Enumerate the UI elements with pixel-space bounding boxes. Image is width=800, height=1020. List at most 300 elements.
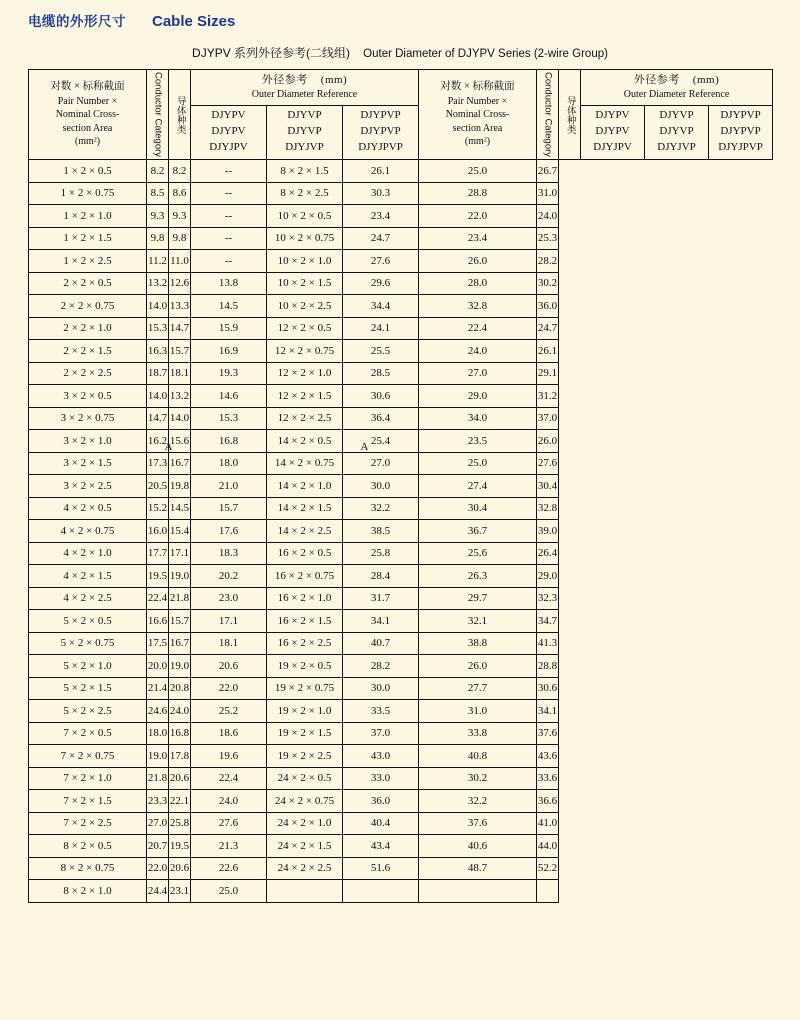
od-right-3: 30.6	[537, 677, 559, 700]
od-right-2: 30.4	[419, 497, 537, 520]
od-right-1: 27.0	[343, 452, 419, 475]
od-left-1: 18.7	[147, 362, 169, 385]
od-left-3: 16.8	[191, 430, 267, 453]
od-right-2: 25.0	[419, 452, 537, 475]
header-category-right-cn-text: 导体种类	[564, 95, 576, 134]
od-left-2: 16.7	[169, 452, 191, 475]
spec-right: 12 × 2 × 1.0	[267, 362, 343, 385]
od-left-1: 21.4	[147, 677, 169, 700]
spec-right: 16 × 2 × 1.5	[267, 610, 343, 633]
table-row	[29, 610, 773, 633]
od-right-3: 33.6	[537, 767, 559, 790]
od-left-2: 14.7	[169, 317, 191, 340]
table-row	[29, 272, 773, 295]
od-right-2: 24.0	[419, 340, 537, 363]
od-left-1: 11.2	[147, 250, 169, 273]
od-right-3: 30.2	[537, 272, 559, 295]
od-left-3: 13.8	[191, 272, 267, 295]
od-right-2: 30.2	[419, 767, 537, 790]
header-type-left-2: DJYVP DJYVP DJYJVP	[267, 105, 343, 160]
spec-left: 7 × 2 × 1.5	[29, 790, 147, 813]
od-left-3: --	[191, 227, 267, 250]
od-left-3: 19.6	[191, 745, 267, 768]
header-category-left-cn	[169, 70, 191, 160]
spec-left: 7 × 2 × 2.5	[29, 812, 147, 835]
spec-left: 8 × 2 × 0.5	[29, 835, 147, 858]
od-left-3: --	[191, 160, 267, 183]
od-left-3: 14.5	[191, 295, 267, 318]
spec-right: 16 × 2 × 0.5	[267, 542, 343, 565]
od-left-3: 17.6	[191, 520, 267, 543]
od-left-3: 25.0	[191, 880, 267, 903]
spec-left: 5 × 2 × 1.5	[29, 677, 147, 700]
header-od-left	[191, 70, 419, 106]
od-right-3: 29.0	[537, 565, 559, 588]
spec-right: 8 × 2 × 1.5	[267, 160, 343, 183]
od-right-2: 34.0	[419, 407, 537, 430]
od-right-1: 30.3	[343, 182, 419, 205]
header-type-left-1: DJYPV DJYPV DJYJPV	[191, 105, 267, 160]
table-body	[29, 160, 773, 903]
od-left-3: 20.6	[191, 655, 267, 678]
spec-right: 12 × 2 × 0.75	[267, 340, 343, 363]
od-right-1: 34.4	[343, 295, 419, 318]
od-left-1: 27.0	[147, 812, 169, 835]
table-row	[29, 250, 773, 273]
od-left-2: 15.7	[169, 340, 191, 363]
table-row	[29, 745, 773, 768]
header-od-left-en: Outer Diameter Reference	[251, 88, 358, 100]
table-row	[29, 700, 773, 723]
header-spec-left-unit: (mm²)	[74, 136, 101, 148]
header-spec-right-en3: section Area	[452, 122, 503, 134]
od-left-3: 22.6	[191, 857, 267, 880]
od-right-1: 36.4	[343, 407, 419, 430]
table-caption-cn: DJYPV 系列外径参考(二线组)	[192, 46, 351, 60]
spec-right: 12 × 2 × 0.5	[267, 317, 343, 340]
od-right-3: 27.6	[537, 452, 559, 475]
od-left-2: 17.1	[169, 542, 191, 565]
od-left-2: 15.6	[169, 430, 191, 453]
od-right-1: 26.1	[343, 160, 419, 183]
od-right-3: 26.7	[537, 160, 559, 183]
od-left-3: --	[191, 182, 267, 205]
spec-left: 7 × 2 × 1.0	[29, 767, 147, 790]
header-row-1	[29, 70, 773, 106]
od-right-3	[537, 880, 559, 903]
od-left-3: 24.0	[191, 790, 267, 813]
spec-left: 1 × 2 × 1.0	[29, 205, 147, 228]
od-right-2: 37.6	[419, 812, 537, 835]
table-row	[29, 362, 773, 385]
spec-left: 2 × 2 × 1.5	[29, 340, 147, 363]
od-left-2: 19.0	[169, 655, 191, 678]
spec-left: 2 × 2 × 2.5	[29, 362, 147, 385]
od-right-1: 24.1	[343, 317, 419, 340]
spec-right: 8 × 2 × 2.5	[267, 182, 343, 205]
od-left-2: 20.8	[169, 677, 191, 700]
spec-left: 3 × 2 × 1.5	[29, 452, 147, 475]
spec-right: 10 × 2 × 1.0	[267, 250, 343, 273]
header-category-left-cn-text: 导体种类	[174, 95, 186, 134]
od-right-3: 52.2	[537, 857, 559, 880]
od-right-1: 51.6	[343, 857, 419, 880]
od-left-1: 24.4	[147, 880, 169, 903]
od-right-3: 24.0	[537, 205, 559, 228]
od-left-2: 19.8	[169, 475, 191, 498]
header-category-left-en-text: Conductor Category	[152, 72, 164, 158]
od-left-1: 14.0	[147, 295, 169, 318]
od-left-3: 15.7	[191, 497, 267, 520]
header-category-left-en	[147, 70, 169, 160]
header-od-right-en: Outer Diameter Reference	[623, 88, 730, 100]
od-left-2: 23.1	[169, 880, 191, 903]
table-row	[29, 565, 773, 588]
od-left-3: --	[191, 250, 267, 273]
od-right-1: 25.8	[343, 542, 419, 565]
od-right-1: 40.7	[343, 632, 419, 655]
spec-left: 1 × 2 × 0.5	[29, 160, 147, 183]
od-left-2: 13.3	[169, 295, 191, 318]
od-right-2: 40.8	[419, 745, 537, 768]
header-od-left-unit: (mm)	[320, 73, 348, 86]
table-row	[29, 497, 773, 520]
od-left-2: 13.2	[169, 385, 191, 408]
spec-left: 2 × 2 × 0.75	[29, 295, 147, 318]
od-left-1: 22.0	[147, 857, 169, 880]
page-header	[0, 0, 800, 30]
od-right-3: 44.0	[537, 835, 559, 858]
od-right-1: 43.0	[343, 745, 419, 768]
od-left-3: 27.6	[191, 812, 267, 835]
spec-left: 4 × 2 × 0.75	[29, 520, 147, 543]
header-spec-left-cn: 对数 × 标称截面	[50, 81, 125, 93]
od-right-3: 41.0	[537, 812, 559, 835]
table-row	[29, 632, 773, 655]
od-right-1: 40.4	[343, 812, 419, 835]
od-left-3: 23.0	[191, 587, 267, 610]
spec-left: 7 × 2 × 0.5	[29, 722, 147, 745]
od-right-3: 29.1	[537, 362, 559, 385]
od-left-2: 14.5	[169, 497, 191, 520]
od-right-2: 36.7	[419, 520, 537, 543]
od-left-1: 20.7	[147, 835, 169, 858]
od-left-3: 18.1	[191, 632, 267, 655]
od-left-2: 16.8	[169, 722, 191, 745]
od-left-3: 25.2	[191, 700, 267, 723]
od-right-3: 26.4	[537, 542, 559, 565]
table-row	[29, 722, 773, 745]
table-row	[29, 767, 773, 790]
od-right-3: 25.3	[537, 227, 559, 250]
header-spec-right-en1: Pair Number ×	[447, 95, 508, 107]
od-right-1: 30.0	[343, 677, 419, 700]
od-right-2: 31.0	[419, 700, 537, 723]
od-left-2: 8.6	[169, 182, 191, 205]
od-left-1: 15.2	[147, 497, 169, 520]
spec-left: 8 × 2 × 1.0	[29, 880, 147, 903]
od-right-3: 41.3	[537, 632, 559, 655]
od-left-1: 19.0	[147, 745, 169, 768]
od-right-1: 33.5	[343, 700, 419, 723]
od-left-2: 8.2	[169, 160, 191, 183]
od-left-1: 14.0	[147, 385, 169, 408]
od-right-2: 25.6	[419, 542, 537, 565]
header-spec-left-en3: section Area	[62, 122, 113, 134]
od-right-2: 26.0	[419, 655, 537, 678]
od-left-2: 12.6	[169, 272, 191, 295]
od-right-1: 32.2	[343, 497, 419, 520]
od-right-1: 36.0	[343, 790, 419, 813]
spec-left: 2 × 2 × 0.5	[29, 272, 147, 295]
conductor-category-value: A	[164, 440, 173, 453]
page-title-cn: 电缆的外形尺寸	[28, 14, 126, 29]
od-left-1: 9.3	[147, 205, 169, 228]
od-left-3: 14.6	[191, 385, 267, 408]
od-right-3: 34.1	[537, 700, 559, 723]
spec-left: 3 × 2 × 1.0	[29, 430, 147, 453]
od-left-3: 21.3	[191, 835, 267, 858]
od-right-3: 28.8	[537, 655, 559, 678]
od-left-3: 18.0	[191, 452, 267, 475]
spec-right: 19 × 2 × 0.75	[267, 677, 343, 700]
od-left-2: 24.0	[169, 700, 191, 723]
od-left-1: 13.2	[147, 272, 169, 295]
cable-sizes-table-wrapper	[28, 69, 772, 903]
table-head	[29, 70, 773, 160]
spec-right: 24 × 2 × 0.5	[267, 767, 343, 790]
spec-left: 3 × 2 × 0.75	[29, 407, 147, 430]
od-right-2: 27.0	[419, 362, 537, 385]
od-right-2: 32.8	[419, 295, 537, 318]
header-category-right-cn	[559, 70, 581, 160]
spec-right: 10 × 2 × 2.5	[267, 295, 343, 318]
od-right-3: 26.1	[537, 340, 559, 363]
od-right-1: 38.5	[343, 520, 419, 543]
od-left-1: 23.3	[147, 790, 169, 813]
od-left-1: 20.0	[147, 655, 169, 678]
spec-right: 12 × 2 × 1.5	[267, 385, 343, 408]
spec-left: 3 × 2 × 0.5	[29, 385, 147, 408]
od-left-2: 15.7	[169, 610, 191, 633]
od-right-2: 29.7	[419, 587, 537, 610]
header-od-right-cn: 外径参考	[633, 73, 680, 86]
spec-left: 3 × 2 × 2.5	[29, 475, 147, 498]
od-right-1: 27.6	[343, 250, 419, 273]
spec-right: 10 × 2 × 0.75	[267, 227, 343, 250]
table-row	[29, 182, 773, 205]
spec-left: 1 × 2 × 1.5	[29, 227, 147, 250]
spec-right: 16 × 2 × 0.75	[267, 565, 343, 588]
spec-left: 4 × 2 × 1.5	[29, 565, 147, 588]
od-right-3: 39.0	[537, 520, 559, 543]
od-right-3: 37.0	[537, 407, 559, 430]
spec-right	[267, 880, 343, 903]
od-right-3: 36.0	[537, 295, 559, 318]
spec-right: 19 × 2 × 2.5	[267, 745, 343, 768]
od-right-2: 26.3	[419, 565, 537, 588]
table-row	[29, 160, 773, 183]
od-left-1: 16.0	[147, 520, 169, 543]
table-row	[29, 542, 773, 565]
header-type-right-1: DJYPV DJYPV DJYJPV	[581, 105, 645, 160]
od-left-2: 9.3	[169, 205, 191, 228]
od-left-2: 17.8	[169, 745, 191, 768]
table-row	[29, 475, 773, 498]
od-left-2: 15.4	[169, 520, 191, 543]
header-spec-left-en1: Pair Number ×	[57, 95, 118, 107]
table-row	[29, 407, 773, 430]
spec-left: 7 × 2 × 0.75	[29, 745, 147, 768]
od-left-3: 22.0	[191, 677, 267, 700]
spec-right: 16 × 2 × 2.5	[267, 632, 343, 655]
spec-right: 19 × 2 × 0.5	[267, 655, 343, 678]
table-row	[29, 587, 773, 610]
table-row	[29, 205, 773, 228]
spec-right: 24 × 2 × 1.0	[267, 812, 343, 835]
table-row	[29, 812, 773, 835]
spec-right: 16 × 2 × 1.0	[267, 587, 343, 610]
od-right-3: 28.2	[537, 250, 559, 273]
od-left-1: 16.3	[147, 340, 169, 363]
od-left-3: 15.3	[191, 407, 267, 430]
od-right-3: 30.4	[537, 475, 559, 498]
od-left-1: 19.5	[147, 565, 169, 588]
od-right-1	[343, 880, 419, 903]
od-left-2: 19.5	[169, 835, 191, 858]
table-row	[29, 880, 773, 903]
table-row	[29, 655, 773, 678]
spec-left: 5 × 2 × 0.75	[29, 632, 147, 655]
od-right-2: 33.8	[419, 722, 537, 745]
spec-right: 14 × 2 × 1.5	[267, 497, 343, 520]
od-right-2: 25.0	[419, 160, 537, 183]
od-right-1: 31.7	[343, 587, 419, 610]
header-type-left-3: DJYPVP DJYPVP DJYJPVP	[343, 105, 419, 160]
od-left-3: 16.9	[191, 340, 267, 363]
od-left-2: 16.7	[169, 632, 191, 655]
od-right-2: 23.4	[419, 227, 537, 250]
od-left-2: 19.0	[169, 565, 191, 588]
od-left-1: 24.6	[147, 700, 169, 723]
spec-right: 19 × 2 × 1.5	[267, 722, 343, 745]
od-right-3: 37.6	[537, 722, 559, 745]
od-right-1: 43.4	[343, 835, 419, 858]
od-right-2: 22.0	[419, 205, 537, 228]
od-left-1: 8.2	[147, 160, 169, 183]
od-right-3: 43.6	[537, 745, 559, 768]
od-left-2: 20.6	[169, 857, 191, 880]
od-right-1: 34.1	[343, 610, 419, 633]
od-left-3: 22.4	[191, 767, 267, 790]
od-left-3: 19.3	[191, 362, 267, 385]
od-left-3: 18.3	[191, 542, 267, 565]
od-right-3: 31.2	[537, 385, 559, 408]
header-spec-left-en2: Nominal Cross-	[55, 109, 120, 121]
table-caption	[0, 44, 800, 61]
od-left-3: 17.1	[191, 610, 267, 633]
table-row	[29, 340, 773, 363]
spec-left: 5 × 2 × 2.5	[29, 700, 147, 723]
od-left-3: 18.6	[191, 722, 267, 745]
header-spec-right-en2: Nominal Cross-	[445, 109, 510, 121]
od-right-2: 29.0	[419, 385, 537, 408]
table-row	[29, 790, 773, 813]
od-left-2: 9.8	[169, 227, 191, 250]
od-left-3: --	[191, 205, 267, 228]
od-left-1: 8.5	[147, 182, 169, 205]
od-left-3: 20.2	[191, 565, 267, 588]
od-left-2: 21.8	[169, 587, 191, 610]
table-row	[29, 385, 773, 408]
od-right-3: 32.8	[537, 497, 559, 520]
spec-left: 4 × 2 × 0.5	[29, 497, 147, 520]
od-right-2: 22.4	[419, 317, 537, 340]
spec-right: 24 × 2 × 0.75	[267, 790, 343, 813]
header-spec-right	[419, 70, 537, 160]
od-right-1: 23.4	[343, 205, 419, 228]
od-left-1: 17.5	[147, 632, 169, 655]
table-row	[29, 227, 773, 250]
od-left-2: 25.8	[169, 812, 191, 835]
od-right-1: 25.4	[343, 430, 419, 453]
spec-right: 14 × 2 × 0.75	[267, 452, 343, 475]
spec-right: 12 × 2 × 2.5	[267, 407, 343, 430]
od-left-1: 22.4	[147, 587, 169, 610]
od-left-2: 22.1	[169, 790, 191, 813]
header-od-right-unit: (mm)	[692, 73, 720, 86]
table-row	[29, 295, 773, 318]
spec-right: 24 × 2 × 2.5	[267, 857, 343, 880]
header-category-right-en	[537, 70, 559, 160]
od-right-1: 30.0	[343, 475, 419, 498]
od-right-2: 32.2	[419, 790, 537, 813]
table-row	[29, 857, 773, 880]
table-row	[29, 317, 773, 340]
header-category-right-en-text: Conductor Category	[542, 72, 554, 158]
header-spec-right-unit: (mm²)	[464, 136, 491, 148]
spec-right: 10 × 2 × 0.5	[267, 205, 343, 228]
od-right-3: 36.6	[537, 790, 559, 813]
spec-right: 24 × 2 × 1.5	[267, 835, 343, 858]
header-spec-right-cn: 对数 × 标称截面	[440, 81, 515, 93]
od-left-1: 9.8	[147, 227, 169, 250]
page-title-en: Cable Sizes	[152, 13, 236, 30]
header-od-right	[581, 70, 773, 106]
spec-left: 1 × 2 × 2.5	[29, 250, 147, 273]
table-caption-en: Outer Diameter of DJYPV Series (2-wire Group)	[363, 48, 608, 60]
table-row	[29, 835, 773, 858]
od-left-1: 17.7	[147, 542, 169, 565]
od-left-1: 16.2	[147, 430, 169, 453]
od-left-1: 14.7	[147, 407, 169, 430]
od-right-2: 23.5	[419, 430, 537, 453]
od-left-1: 17.3	[147, 452, 169, 475]
od-right-1: 28.4	[343, 565, 419, 588]
od-right-1: 30.6	[343, 385, 419, 408]
od-left-2: 18.1	[169, 362, 191, 385]
spec-left: 4 × 2 × 2.5	[29, 587, 147, 610]
od-right-2: 28.8	[419, 182, 537, 205]
od-right-3: 24.7	[537, 317, 559, 340]
od-left-1: 15.3	[147, 317, 169, 340]
table-row	[29, 677, 773, 700]
od-right-1: 33.0	[343, 767, 419, 790]
od-left-3: 15.9	[191, 317, 267, 340]
header-type-right-2: DJYVP DJYVP DJYJVP	[645, 105, 709, 160]
spec-left: 5 × 2 × 0.5	[29, 610, 147, 633]
od-right-2: 26.0	[419, 250, 537, 273]
